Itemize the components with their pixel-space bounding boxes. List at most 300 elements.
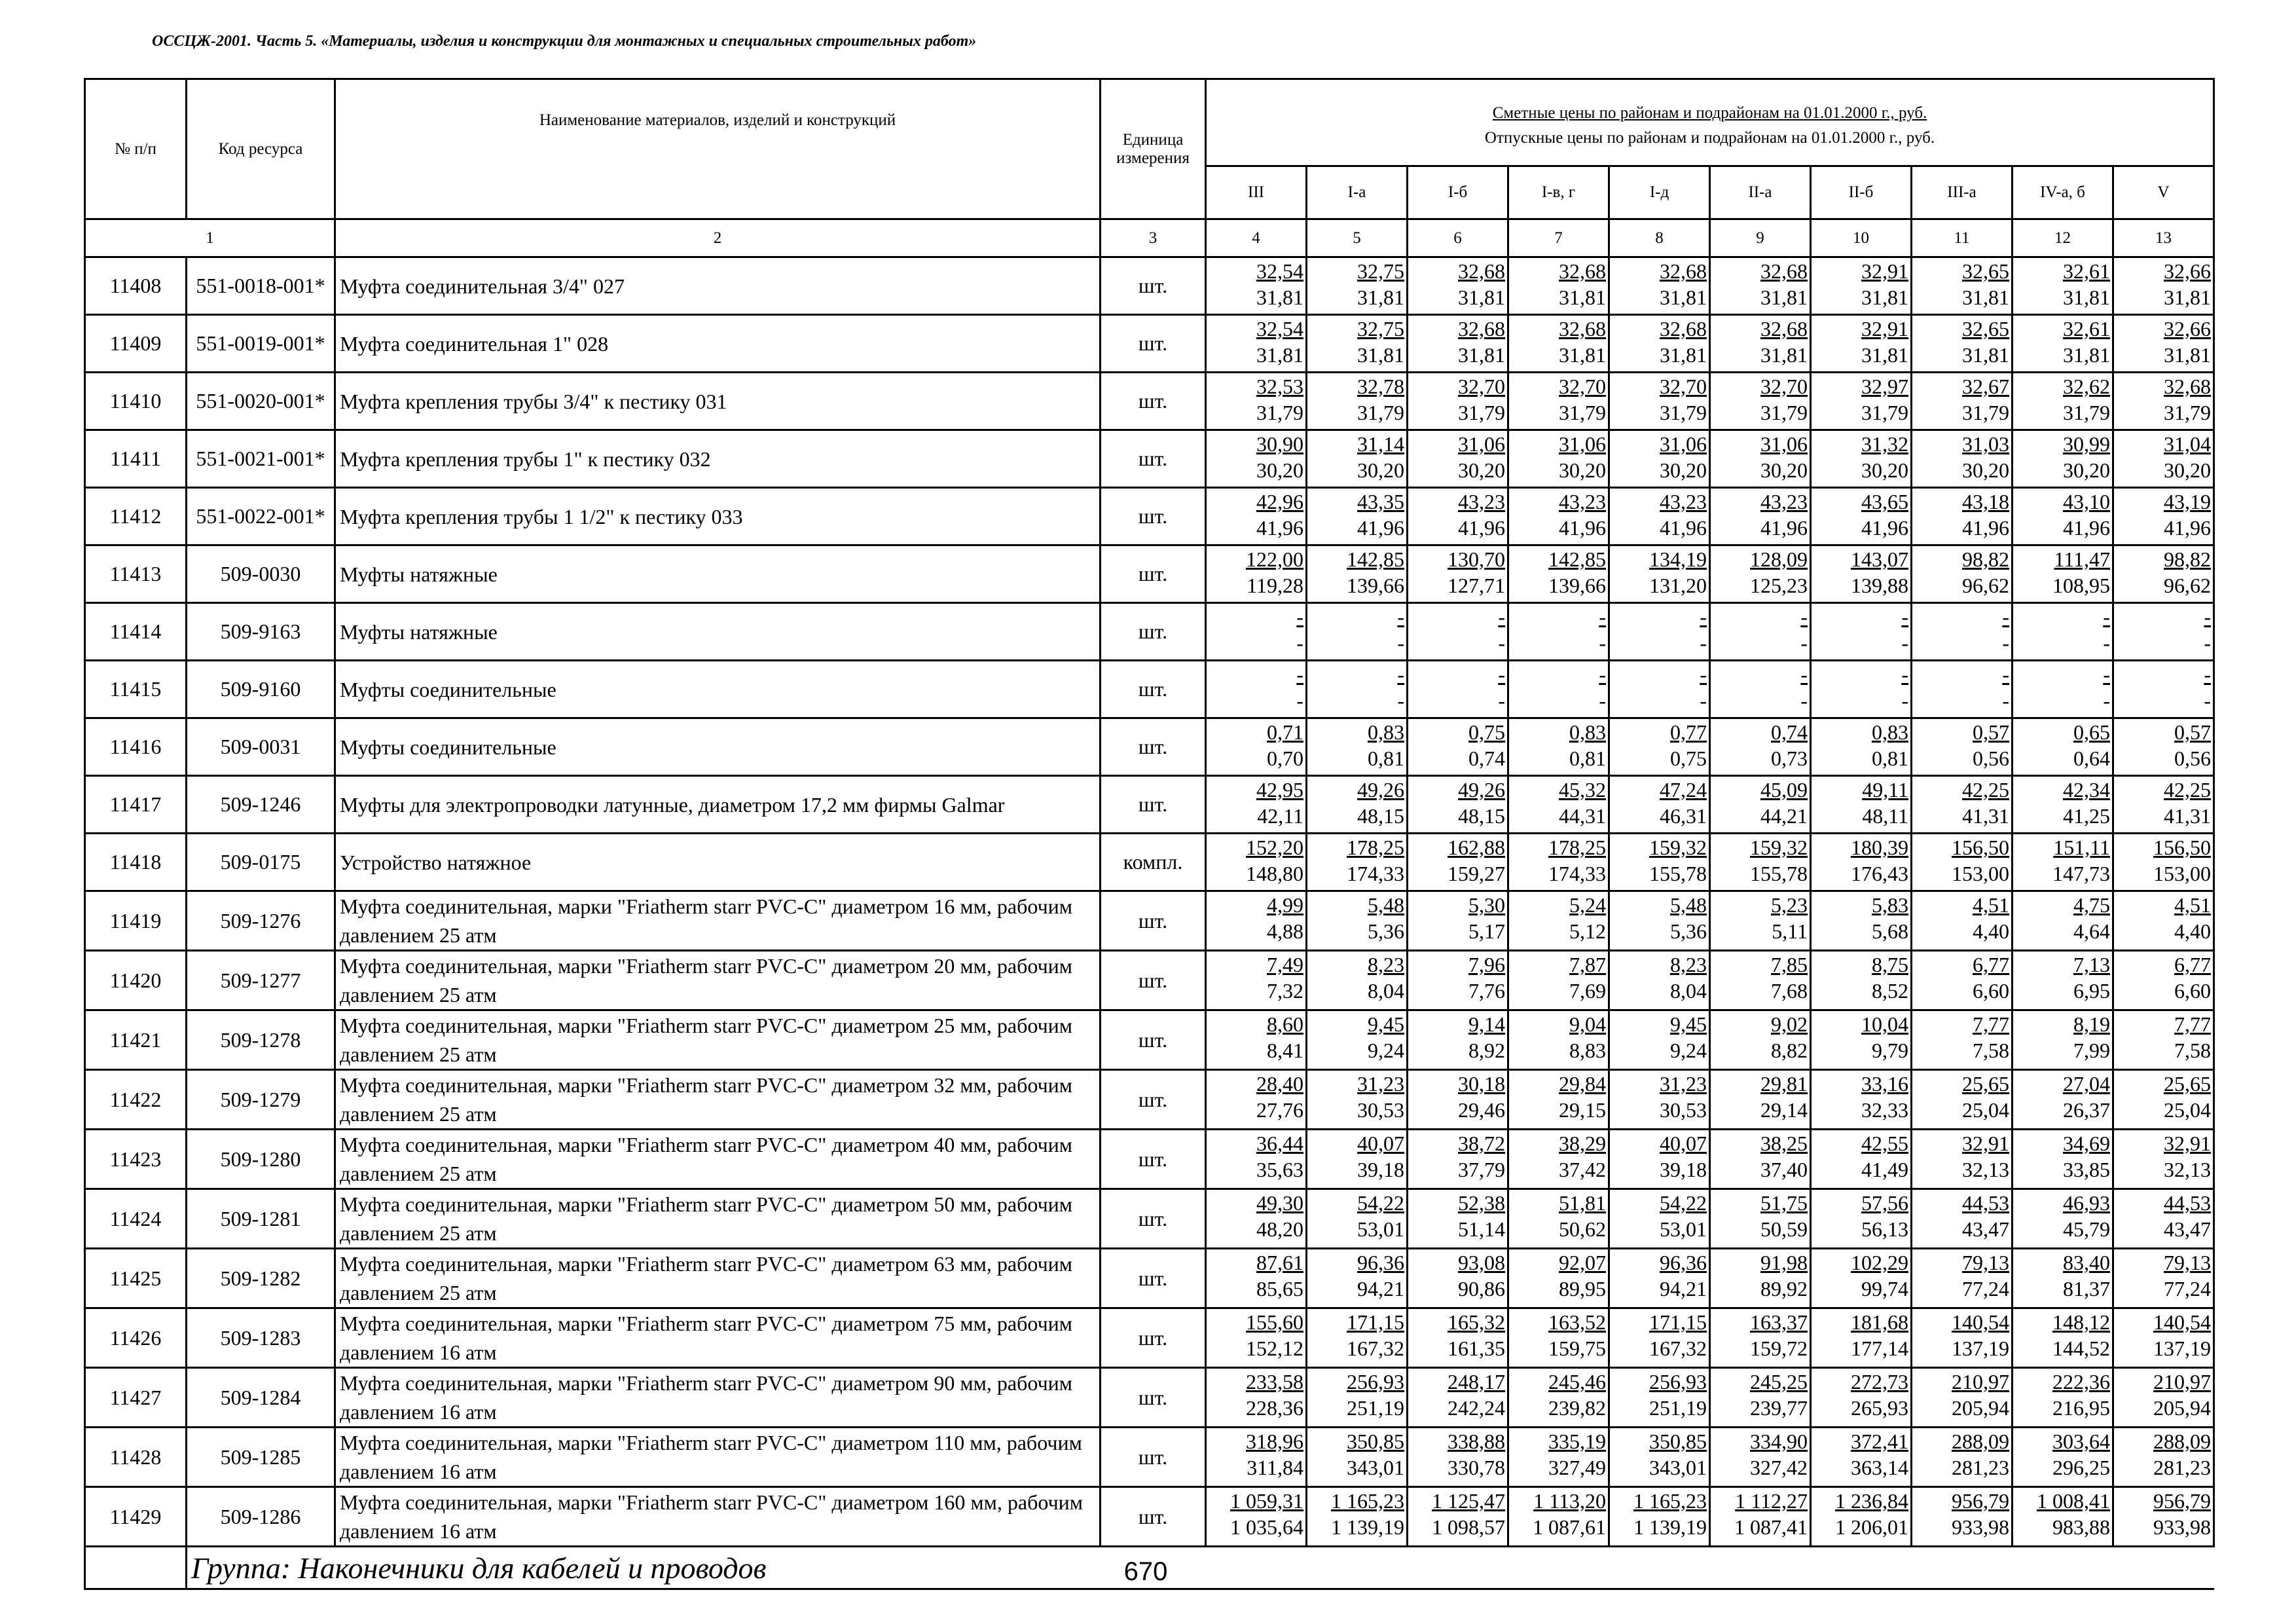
estimate-price: 25,65 — [1962, 1072, 2009, 1096]
release-price: 0,64 — [2073, 747, 2110, 770]
release-price: 31,81 — [1760, 286, 1808, 309]
estimate-price: 32,70 — [1559, 375, 1606, 398]
price-cell — [1912, 951, 2013, 1010]
material-name: Муфты натяжные — [335, 545, 1101, 603]
region-header: I-б — [1408, 166, 1508, 219]
price-cell — [1811, 1428, 1912, 1487]
price-cell — [1408, 257, 1508, 315]
release-price: 131,20 — [1649, 574, 1707, 597]
estimate-price: 4,75 — [2073, 893, 2110, 917]
price-cell — [2113, 545, 2214, 603]
resource-code: 551-0018-001* — [187, 257, 335, 315]
price-cell — [2013, 1130, 2113, 1189]
table-row — [85, 1070, 2214, 1130]
release-price: 8,52 — [1872, 979, 1908, 1003]
price-cell — [2013, 834, 2113, 891]
estimate-price: 303,64 — [2052, 1430, 2110, 1453]
resource-code: 509-0030 — [187, 545, 335, 603]
header-name: Наименование материалов, изделий и конструкций — [335, 79, 1101, 219]
price-cell — [1508, 315, 1609, 373]
estimate-price: 43,35 — [1357, 490, 1404, 513]
estimate-price: 31,04 — [2164, 432, 2212, 456]
price-cell — [1307, 1010, 1408, 1070]
price-cell — [2113, 430, 2214, 488]
price-cell — [2013, 661, 2113, 718]
material-name: Муфта крепления трубы 3/4" к пестику 031 — [335, 373, 1101, 430]
price-cell — [1206, 1130, 1307, 1189]
price-cell — [1508, 834, 1609, 891]
price-cell — [1508, 1010, 1609, 1070]
estimate-price: 0,71 — [1267, 720, 1303, 744]
release-price: 48,15 — [1357, 804, 1404, 828]
release-price: 77,24 — [2164, 1277, 2212, 1301]
unit-of-measure: шт. — [1101, 603, 1206, 661]
header-regions — [1206, 79, 2214, 166]
estimate-price: 32,68 — [1559, 259, 1606, 283]
release-price: 41,96 — [1458, 516, 1505, 540]
price-cell — [2013, 1368, 2113, 1428]
estimate-price: 350,85 — [1347, 1430, 1404, 1453]
material-name: Муфта соединительная, марки "Friatherm starr PVC-C" диаметром 20 мм, рабочим давлением 25 атм — [335, 951, 1101, 1010]
release-price: 50,59 — [1760, 1217, 1808, 1241]
estimate-price: 32,97 — [1861, 375, 1908, 398]
price-cell — [1508, 488, 1609, 545]
unit-of-measure: шт. — [1101, 257, 1206, 315]
price-cell — [1508, 661, 1609, 718]
release-price: - — [2103, 631, 2110, 655]
row-number: 11414 — [85, 603, 187, 661]
release-price: 31,81 — [2063, 343, 2110, 367]
column-index: 2 — [335, 219, 1101, 257]
estimate-price: 140,54 — [2153, 1310, 2212, 1334]
unit-of-measure: шт. — [1101, 1308, 1206, 1368]
estimate-price: 142,85 — [1548, 547, 1606, 571]
region-header: II-б — [1811, 166, 1912, 219]
estimate-price: 1 125,47 — [1432, 1489, 1505, 1513]
table-row — [85, 1189, 2214, 1249]
estimate-price: 30,90 — [1256, 432, 1303, 456]
estimate-price: 8,75 — [1872, 953, 1908, 976]
estimate-price: 7,77 — [2174, 1012, 2212, 1036]
release-price: - — [1700, 689, 1707, 712]
row-number: 11416 — [85, 718, 187, 776]
estimate-price: 10,04 — [1861, 1012, 1908, 1036]
estimate-price: 256,93 — [1649, 1370, 1707, 1393]
resource-code: 509-1284 — [187, 1368, 335, 1428]
estimate-price: 38,25 — [1760, 1132, 1808, 1155]
material-name: Муфта крепления трубы 1" к пестику 032 — [335, 430, 1101, 488]
release-price: 0,81 — [1872, 747, 1908, 770]
estimate-price: 288,09 — [2153, 1430, 2212, 1453]
unit-of-measure: шт. — [1101, 1368, 1206, 1428]
price-cell — [1811, 545, 1912, 603]
release-price: 5,68 — [1872, 919, 1908, 943]
release-price: 48,15 — [1458, 804, 1505, 828]
row-number: 11419 — [85, 891, 187, 951]
estimate-price: 49,26 — [1357, 778, 1404, 802]
release-price: 31,79 — [1660, 401, 1707, 424]
row-number: 11426 — [85, 1308, 187, 1368]
price-cell — [2013, 951, 2113, 1010]
estimate-price: - — [1397, 663, 1404, 686]
release-price: 6,60 — [1973, 979, 2009, 1003]
price-cell — [1206, 1070, 1307, 1130]
release-price: 363,14 — [1851, 1456, 1908, 1479]
price-cell — [1206, 1010, 1307, 1070]
price-cell — [1912, 488, 2013, 545]
estimate-price: 5,48 — [1368, 893, 1404, 917]
estimate-price: 96,36 — [1660, 1251, 1707, 1274]
release-price: 30,20 — [1458, 458, 1505, 482]
estimate-price: - — [2103, 605, 2110, 629]
price-cell — [1307, 951, 1408, 1010]
resource-code: 509-1278 — [187, 1010, 335, 1070]
header-unit: Единица измерения — [1101, 79, 1206, 219]
release-price: 216,95 — [2052, 1396, 2110, 1420]
estimate-price: - — [1498, 663, 1505, 686]
release-price: 31,81 — [1357, 343, 1404, 367]
release-price: 45,79 — [2063, 1217, 2110, 1241]
price-cell — [1508, 1249, 1609, 1308]
release-price: 30,20 — [1357, 458, 1404, 482]
price-cell — [1912, 1130, 2013, 1189]
release-price: 31,81 — [1559, 343, 1606, 367]
estimate-price: 162,88 — [1448, 836, 1505, 859]
estimate-price: 31,32 — [1861, 432, 1908, 456]
price-cell — [1912, 1189, 2013, 1249]
release-price: 330,78 — [1448, 1456, 1505, 1479]
estimate-price: 32,91 — [1962, 1132, 2009, 1155]
release-price: 32,13 — [1962, 1158, 2009, 1181]
price-cell — [1609, 1428, 1710, 1487]
release-price: 33,85 — [2063, 1158, 2110, 1181]
price-cell — [1408, 315, 1508, 373]
release-price: - — [2204, 631, 2212, 655]
release-price: 228,36 — [1246, 1396, 1303, 1420]
price-cell — [2013, 603, 2113, 661]
estimate-price: 49,26 — [1458, 778, 1505, 802]
estimate-price: 43,65 — [1861, 490, 1908, 513]
estimate-price: 32,70 — [1660, 375, 1707, 398]
price-cell — [1710, 430, 1811, 488]
table-row — [85, 488, 2214, 545]
release-price: 8,41 — [1267, 1039, 1303, 1062]
price-cell — [1307, 1487, 1408, 1547]
release-price: 31,81 — [2164, 286, 2212, 309]
release-price: 85,65 — [1256, 1277, 1303, 1301]
estimate-price: 9,04 — [1569, 1012, 1606, 1036]
price-cell — [2113, 776, 2214, 834]
resource-code: 551-0019-001* — [187, 315, 335, 373]
price-cell — [1408, 1189, 1508, 1249]
price-cell — [1307, 257, 1408, 315]
release-price: 0,81 — [1569, 747, 1606, 770]
estimate-price: 9,45 — [1368, 1012, 1404, 1036]
price-cell — [1206, 1487, 1307, 1547]
price-cell — [1508, 545, 1609, 603]
material-name: Муфты соединительные — [335, 661, 1101, 718]
estimate-price: 43,23 — [1660, 490, 1707, 513]
price-cell — [1710, 776, 1811, 834]
price-cell — [1508, 1070, 1609, 1130]
price-cell — [2113, 257, 2214, 315]
price-cell — [1710, 488, 1811, 545]
release-price: 29,46 — [1458, 1098, 1505, 1122]
release-price: 0,81 — [1368, 747, 1404, 770]
estimate-price: 43,23 — [1458, 490, 1505, 513]
resource-code: 509-0175 — [187, 834, 335, 891]
price-cell — [1912, 1487, 2013, 1547]
unit-of-measure: шт. — [1101, 661, 1206, 718]
material-name: Муфта соединительная, марки "Friatherm starr PVC-C" диаметром 90 мм, рабочим давлением 16 атм — [335, 1368, 1101, 1428]
release-price: 31,79 — [1559, 401, 1606, 424]
release-price: 89,95 — [1559, 1277, 1606, 1301]
price-cell — [2113, 891, 2214, 951]
estimate-price: 31,23 — [1357, 1072, 1404, 1096]
estimate-price: 30,18 — [1458, 1072, 1505, 1096]
release-price: - — [1901, 689, 1908, 712]
estimate-price: 42,96 — [1256, 490, 1303, 513]
table-row — [85, 1010, 2214, 1070]
release-price: 41,96 — [2164, 516, 2212, 540]
price-cell — [1811, 488, 1912, 545]
estimate-price: 8,23 — [1368, 953, 1404, 976]
estimate-price: 128,09 — [1750, 547, 1808, 571]
release-price: 31,81 — [2164, 343, 2212, 367]
price-cell — [1206, 1368, 1307, 1428]
column-index: 7 — [1508, 219, 1609, 257]
price-cell — [2013, 776, 2113, 834]
release-price: 251,19 — [1649, 1396, 1707, 1420]
estimate-price: 32,91 — [1861, 317, 1908, 341]
estimate-price: 288,09 — [1952, 1430, 2009, 1453]
release-price: 327,49 — [1548, 1456, 1606, 1479]
material-name: Муфта соединительная, марки "Friatherm starr PVC-C" диаметром 75 мм, рабочим давлением 16 атм — [335, 1308, 1101, 1368]
estimate-price: 27,04 — [2063, 1072, 2110, 1096]
release-price: 1 087,61 — [1533, 1515, 1606, 1539]
resource-code: 551-0022-001* — [187, 488, 335, 545]
price-cell — [1609, 257, 1710, 315]
estimate-price: 4,51 — [2174, 893, 2212, 917]
regions-estimate-caption: Сметные цены по районам и подрайонам на 01.01.2000 г., руб. — [1492, 103, 1927, 122]
release-price: - — [2103, 689, 2110, 712]
estimate-price: 42,55 — [1861, 1132, 1908, 1155]
release-price: 167,32 — [1649, 1337, 1707, 1360]
release-price: 0,56 — [2174, 747, 2212, 770]
estimate-price: 9,02 — [1771, 1012, 1808, 1036]
release-price: 1 139,19 — [1633, 1515, 1707, 1539]
estimate-price: 0,57 — [1973, 720, 2009, 744]
price-cell — [1609, 488, 1710, 545]
row-number: 11415 — [85, 661, 187, 718]
price-cell — [1408, 488, 1508, 545]
estimate-price: 151,11 — [2053, 836, 2110, 859]
release-price: 94,21 — [1660, 1277, 1707, 1301]
resource-code: 509-1277 — [187, 951, 335, 1010]
release-price: 9,79 — [1872, 1039, 1908, 1062]
release-price: 41,96 — [1760, 516, 1808, 540]
price-cell — [1307, 891, 1408, 951]
price-cell — [1912, 1249, 2013, 1308]
release-price: 37,40 — [1760, 1158, 1808, 1181]
release-price: 6,60 — [2174, 979, 2212, 1003]
resource-code: 509-1279 — [187, 1070, 335, 1130]
resource-code: 509-9160 — [187, 661, 335, 718]
price-cell — [1408, 891, 1508, 951]
release-price: 933,98 — [2153, 1515, 2212, 1539]
price-cell — [1710, 891, 1811, 951]
price-cell — [1811, 951, 1912, 1010]
release-price: 41,96 — [1256, 516, 1303, 540]
price-cell — [2113, 1368, 2214, 1428]
estimate-price: 42,25 — [1962, 778, 2009, 802]
release-price: 108,95 — [2052, 574, 2110, 597]
table-row — [85, 257, 2214, 315]
unit-of-measure: шт. — [1101, 776, 1206, 834]
table-row — [85, 1249, 2214, 1308]
column-index: 10 — [1811, 219, 1912, 257]
release-price: 30,20 — [2063, 458, 2110, 482]
price-cell — [2113, 373, 2214, 430]
material-name: Муфта соединительная, марки "Friatherm starr PVC-C" диаметром 110 мм, рабочим давлением 16 атм — [335, 1428, 1101, 1487]
price-cell — [2013, 1428, 2113, 1487]
estimate-price: 43,19 — [2164, 490, 2212, 513]
material-name: Муфта соединительная, марки "Friatherm starr PVC-C" диаметром 25 мм, рабочим давлением 25 атм — [335, 1010, 1101, 1070]
release-price: - — [2002, 631, 2009, 655]
region-header: IV-а, б — [2013, 166, 2113, 219]
estimate-price: 148,12 — [2052, 1310, 2110, 1334]
estimate-price: 32,68 — [1760, 259, 1808, 283]
release-price: 933,98 — [1952, 1515, 2009, 1539]
estimate-price: 93,08 — [1458, 1251, 1505, 1274]
price-cell — [2013, 891, 2113, 951]
estimate-price: 44,53 — [1962, 1191, 2009, 1215]
release-price: 5,12 — [1569, 919, 1606, 943]
price-cell — [1609, 776, 1710, 834]
region-header: I-д — [1609, 166, 1710, 219]
estimate-price: 29,81 — [1760, 1072, 1808, 1096]
price-cell — [1710, 1428, 1811, 1487]
release-price: 31,81 — [1458, 286, 1505, 309]
release-price: 30,20 — [1861, 458, 1908, 482]
price-cell — [1609, 891, 1710, 951]
release-price: 5,36 — [1368, 919, 1404, 943]
material-name: Устройство натяжное — [335, 834, 1101, 891]
estimate-price: 32,91 — [2164, 1132, 2212, 1155]
estimate-price: - — [1800, 663, 1808, 686]
release-price: 41,25 — [2063, 804, 2110, 828]
price-cell — [1408, 1130, 1508, 1189]
column-index: 8 — [1609, 219, 1710, 257]
release-price: 31,79 — [1962, 401, 2009, 424]
estimate-price: 1 165,23 — [1633, 1489, 1707, 1513]
estimate-price: 5,83 — [1872, 893, 1908, 917]
release-price: 31,81 — [2063, 286, 2110, 309]
price-cell — [2113, 488, 2214, 545]
price-cell — [1408, 1249, 1508, 1308]
price-cell — [1206, 834, 1307, 891]
release-price: 32,13 — [2164, 1158, 2212, 1181]
estimate-price: 372,41 — [1851, 1430, 1908, 1453]
unit-of-measure: шт. — [1101, 718, 1206, 776]
column-index: 1 — [85, 219, 335, 257]
estimate-price: 44,53 — [2164, 1191, 2212, 1215]
column-index: 12 — [2013, 219, 2113, 257]
price-cell — [1710, 661, 1811, 718]
estimate-price: 31,23 — [1660, 1072, 1707, 1096]
price-cell — [2013, 1070, 2113, 1130]
release-price: 42,11 — [1257, 804, 1303, 828]
release-price: 48,20 — [1256, 1217, 1303, 1241]
resource-code: 509-1281 — [187, 1189, 335, 1249]
column-index: 9 — [1710, 219, 1811, 257]
price-cell — [1710, 1308, 1811, 1368]
release-price: 46,31 — [1660, 804, 1707, 828]
release-price: 1 035,64 — [1230, 1515, 1303, 1539]
release-price: 7,68 — [1771, 979, 1808, 1003]
price-cell — [1508, 603, 1609, 661]
release-price: - — [1498, 631, 1505, 655]
price-cell — [1912, 603, 2013, 661]
unit-of-measure: шт. — [1101, 373, 1206, 430]
estimate-price: 9,45 — [1670, 1012, 1707, 1036]
price-cell — [2013, 315, 2113, 373]
estimate-price: 83,40 — [2063, 1251, 2110, 1274]
estimate-price: 38,29 — [1559, 1132, 1606, 1155]
price-cell — [1408, 776, 1508, 834]
release-price: 39,18 — [1357, 1158, 1404, 1181]
estimate-price: 5,30 — [1468, 893, 1505, 917]
resource-code: 509-1286 — [187, 1487, 335, 1547]
price-cell — [1206, 545, 1307, 603]
release-price: 96,62 — [1962, 574, 2009, 597]
estimate-price: 32,68 — [1760, 317, 1808, 341]
release-price: 35,63 — [1256, 1158, 1303, 1181]
release-price: - — [1397, 631, 1404, 655]
estimate-price: 8,23 — [1670, 953, 1707, 976]
price-cell — [1609, 661, 1710, 718]
release-price: 31,81 — [1256, 343, 1303, 367]
price-cell — [2113, 1308, 2214, 1368]
material-name: Муфта соединительная, марки "Friatherm starr PVC-C" диаметром 50 мм, рабочим давлением 25 атм — [335, 1189, 1101, 1249]
release-price: - — [1296, 689, 1303, 712]
page-header: ОССЦЖ-2001. Часть 5. «Материалы, изделия и конструкции для монтажных и специальных строительных работ» — [152, 33, 977, 50]
release-price: 155,78 — [1750, 862, 1808, 885]
estimate-price: 32,68 — [1458, 259, 1505, 283]
estimate-price: 7,96 — [1468, 953, 1505, 976]
price-cell — [1307, 1189, 1408, 1249]
release-price: 41,49 — [1861, 1158, 1908, 1181]
unit-of-measure: шт. — [1101, 1428, 1206, 1487]
price-cell — [1206, 488, 1307, 545]
estimate-price: 29,84 — [1559, 1072, 1606, 1096]
release-price: 51,14 — [1458, 1217, 1505, 1241]
release-price: 37,42 — [1559, 1158, 1606, 1181]
price-cell — [1307, 776, 1408, 834]
release-price: - — [1800, 689, 1808, 712]
estimate-price: 6,77 — [1973, 953, 2009, 976]
material-name: Муфта соединительная, марки "Friatherm starr PVC-C" диаметром 160 мм, рабочим давлением 16 атм — [335, 1487, 1101, 1547]
price-cell — [1609, 1130, 1710, 1189]
estimate-price: 8,60 — [1267, 1012, 1303, 1036]
release-price: 30,20 — [1256, 458, 1303, 482]
price-cell — [1508, 1308, 1609, 1368]
row-number: 11429 — [85, 1487, 187, 1547]
price-cell — [1609, 1249, 1710, 1308]
release-price: 41,96 — [1357, 516, 1404, 540]
release-price: 31,81 — [1660, 286, 1707, 309]
unit-of-measure: шт. — [1101, 891, 1206, 951]
